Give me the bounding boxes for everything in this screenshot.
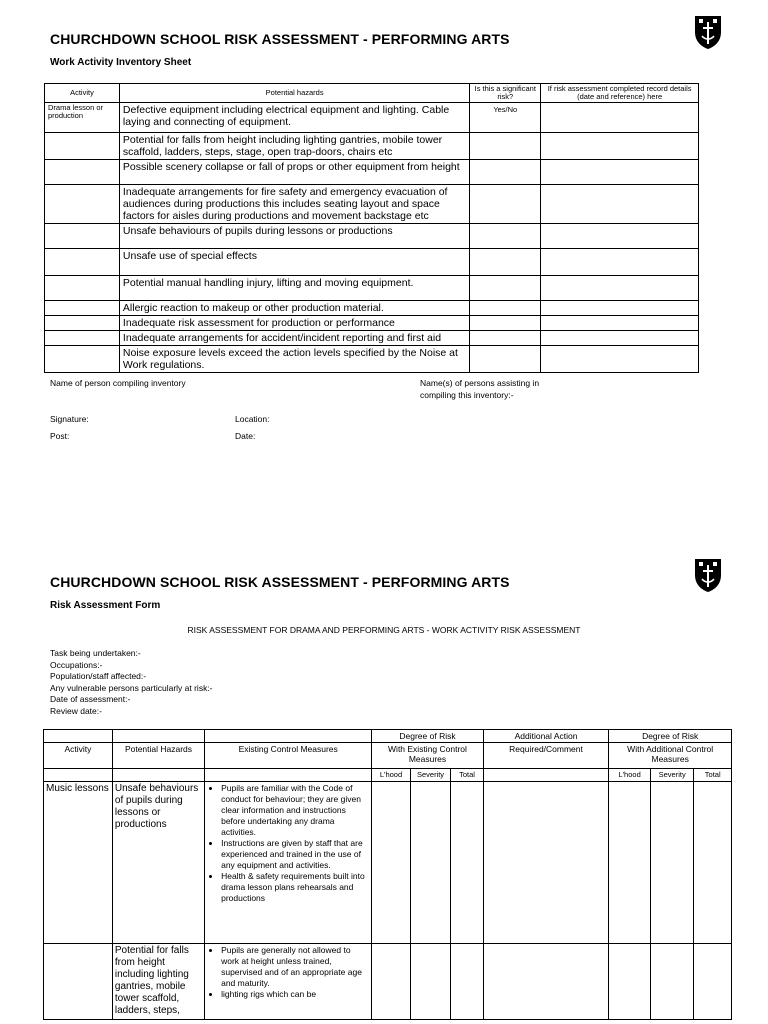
signature-label: Signature:	[50, 414, 89, 424]
hazard-cell: Noise exposure levels exceed the action levels specified by the Noise at Work regulations.	[119, 346, 469, 373]
form-subtitle: Risk Assessment Form	[50, 600, 161, 611]
hazard-cell: Inadequate risk assessment for production or performance	[119, 316, 469, 331]
severity-header: Severity	[410, 769, 451, 782]
header-hazards: Potential hazards	[119, 84, 469, 103]
risk-assessment-table	[43, 729, 732, 1020]
potential-hazards-header: Potential Hazards	[112, 743, 204, 769]
control-item: • lighting rigs which can be	[221, 989, 369, 1000]
table-row	[44, 944, 732, 1020]
header-record: If risk assessment completed record details (date and reference) here	[541, 84, 699, 103]
inventory-sheet-subtitle: Work Activity Inventory Sheet	[50, 57, 192, 68]
info-population: Population/staff affected:-	[50, 671, 147, 681]
activity-cell	[44, 944, 113, 1020]
hazard-cell: Potential for falls from height including lighting gantries, mobile tower scaffold, ladders, steps,	[112, 944, 204, 1020]
hazard-cell: Unsafe behaviours of pupils during lessons or productions	[119, 224, 469, 249]
severity-header-2: Severity	[650, 769, 694, 782]
controls-cell	[205, 944, 372, 1020]
with-additional-header: With Additional Control Measures	[609, 743, 732, 769]
hazard-cell: Potential manual handling injury, lifting and moving equipment.	[119, 276, 469, 301]
header-significant: Is this a significant risk?	[470, 84, 541, 103]
likelihood-header: L'hood	[372, 769, 411, 782]
hazard-cell: Inadequate arrangements for fire safety and emergency evacuation of audiences during productions this includes seating layout and space factors for aisles during productions and movement backstage etc	[119, 185, 469, 224]
inventory-page-title: CHURCHDOWN SCHOOL RISK ASSESSMENT - PERFORMING ARTS	[50, 31, 510, 47]
control-item: • Health & safety requirements built into drama lesson plans rehearsals and productions	[221, 871, 369, 904]
hazard-cell: Unsafe behaviours of pupils during lessons or productions	[112, 782, 204, 944]
record-cell	[541, 103, 699, 133]
school-crest-icon	[694, 14, 722, 50]
hazard-cell: Potential for falls from height including lighting gantries, mobile tower scaffold, ladders, steps, stage, open trap-doors, chairs etc	[119, 133, 469, 160]
degree-of-risk-header: Degree of Risk	[372, 730, 483, 743]
controls-cell	[205, 782, 372, 944]
degree-of-risk-header-2: Degree of Risk	[609, 730, 732, 743]
control-item: • Pupils are generally not allowed to work at height unless trained, supervised and of an appropriate age and maturity.	[221, 945, 369, 989]
total-header: Total	[451, 769, 483, 782]
date-label: Date:	[235, 431, 256, 441]
likelihood-header-2: L'hood	[609, 769, 651, 782]
control-item: • Pupils are familiar with the Code of conduct for behaviour; they are given clear information and instructions before undertaking any drama activities.	[221, 783, 369, 838]
required-comment-header: Required/Comment	[483, 743, 609, 769]
info-occupations: Occupations:-	[50, 659, 103, 670]
info-date-of-assessment: Date of assessment:-	[50, 694, 131, 704]
info-task: Task being undertaken:-	[50, 648, 141, 658]
hazard-cell: Allergic reaction to makeup or other production material.	[119, 301, 469, 316]
existing-controls-header: Existing Control Measures	[205, 743, 372, 769]
with-existing-header: With Existing Control Measures	[372, 743, 483, 769]
name-compiling-label: Name of person compiling inventory	[50, 378, 186, 388]
location-label: Location:	[235, 414, 270, 424]
school-crest-icon	[694, 557, 722, 593]
header-activity: Activity	[45, 84, 120, 103]
post-label: Post:	[50, 431, 70, 441]
names-assisting-label-1: Name(s) of persons assisting in	[420, 378, 540, 388]
activity-header: Activity	[44, 743, 113, 769]
inventory-table	[44, 83, 699, 373]
activity-cell: Music lessons	[44, 782, 113, 944]
activity-cell: Drama lesson or production	[45, 103, 120, 133]
hazard-cell: Possible scenery collapse or fall of props or other equipment from height	[119, 160, 469, 185]
form-heading: RISK ASSESSMENT FOR DRAMA AND PERFORMING ARTS - WORK ACTIVITY RISK ASSESSMENT	[187, 625, 581, 635]
control-item: • Instructions are given by staff that are experienced and trained in the use of any equipment and activities.	[221, 838, 369, 871]
table-row	[44, 782, 732, 944]
names-assisting-label-2: compiling this inventory:-	[420, 390, 514, 400]
assessment-info	[50, 648, 213, 717]
significant-cell: Yes/No	[470, 103, 541, 133]
info-review-date: Review date:-	[50, 705, 102, 716]
info-vulnerable: Any vulnerable persons particularly at risk:-	[50, 682, 213, 693]
hazard-cell: Defective equipment including electrical equipment and lighting. Cable laying and connecting of equipment.	[119, 103, 469, 133]
hazard-cell: Inadequate arrangements for accident/incident reporting and first aid	[119, 331, 469, 346]
additional-action-header: Additional Action	[483, 730, 609, 743]
form-page-title: CHURCHDOWN SCHOOL RISK ASSESSMENT - PERFORMING ARTS	[50, 574, 510, 590]
total-header-2: Total	[694, 769, 732, 782]
hazard-cell: Unsafe use of special effects	[119, 249, 469, 276]
